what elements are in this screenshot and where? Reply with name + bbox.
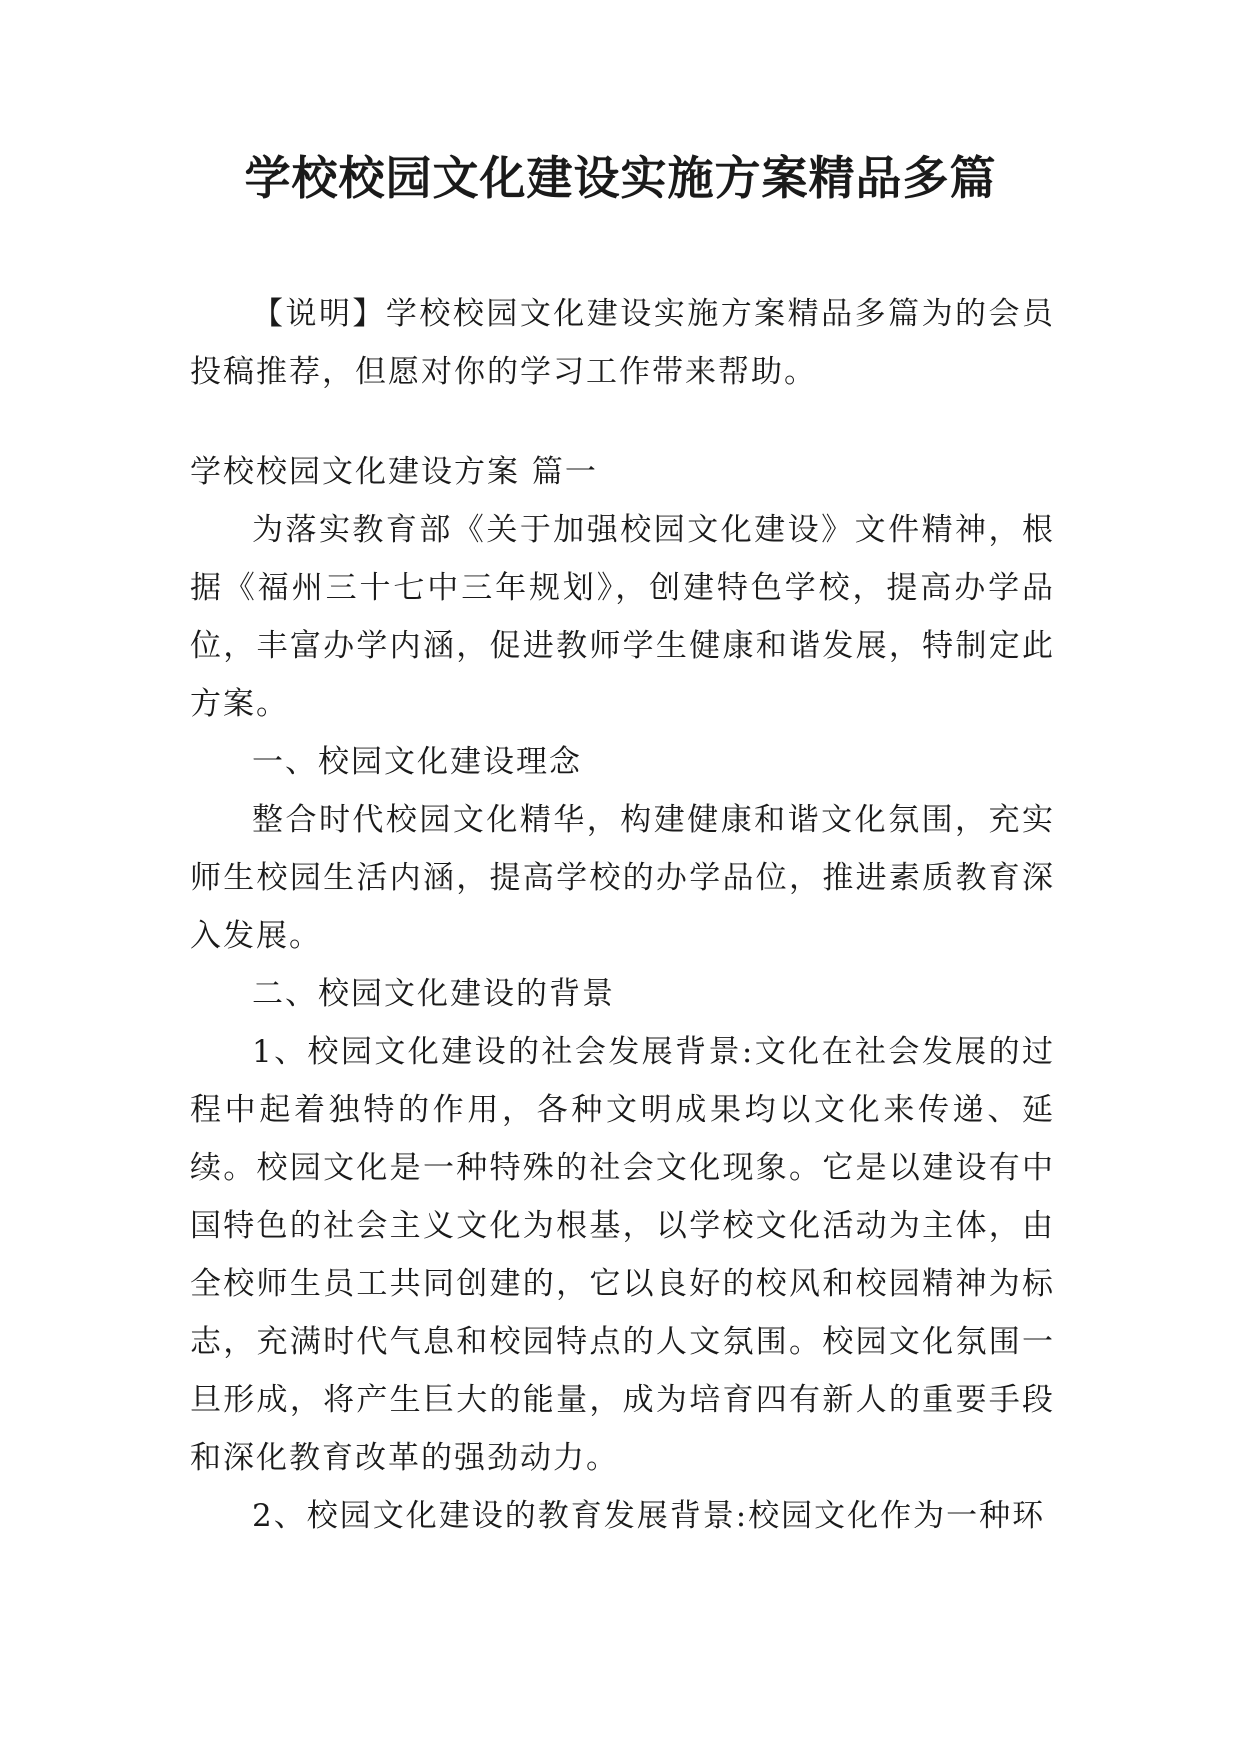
document-title: 学校校园文化建设实施方案精品多篇 xyxy=(244,151,997,205)
document-body xyxy=(190,285,1055,1545)
section-heading: 学校校园文化建设方案 篇一 xyxy=(190,454,598,490)
subheading: 二、校园文化建设的背景 xyxy=(252,976,615,1012)
paragraph: 为落实教育部《关于加强校园文化建设》文件精神，根据《福州三十七中三年规划》，创建特色学校，提高办学品位，丰富办学内涵，促进教师学生健康和谐发展，特制定此方案。 xyxy=(190,512,1055,722)
paragraph: 1、校园文化建设的社会发展背景:文化在社会发展的过程中起着独特的作用，各种文明成果均以文化来传递、延续。校园文化是一种特殊的社会文化现象。它是以建设有中国特色的社会主义文化为根基，以学校文化活动为主体，由全校师生员工共同创建的，它以良好的校风和校园精神为标志，充满时代气息和校园特点的人文氛围。校园文化氛围一旦形成，将产生巨大的能量，成为培育四有新人的重要手段和深化教育改革的强劲动力。 xyxy=(190,1034,1055,1476)
paragraph: 2、校园文化建设的教育发展背景:校园文化作为一种环 xyxy=(252,1498,1046,1534)
subheading: 一、校园文化建设理念 xyxy=(252,744,582,780)
intro-paragraph: 【说明】学校校园文化建设实施方案精品多篇为的会员投稿推荐，但愿对你的学习工作带来帮助。 xyxy=(190,296,1055,390)
paragraph: 整合时代校园文化精华，构建健康和谐文化氛围，充实师生校园生活内涵，提高学校的办学品位，推进素质教育深入发展。 xyxy=(190,802,1055,954)
